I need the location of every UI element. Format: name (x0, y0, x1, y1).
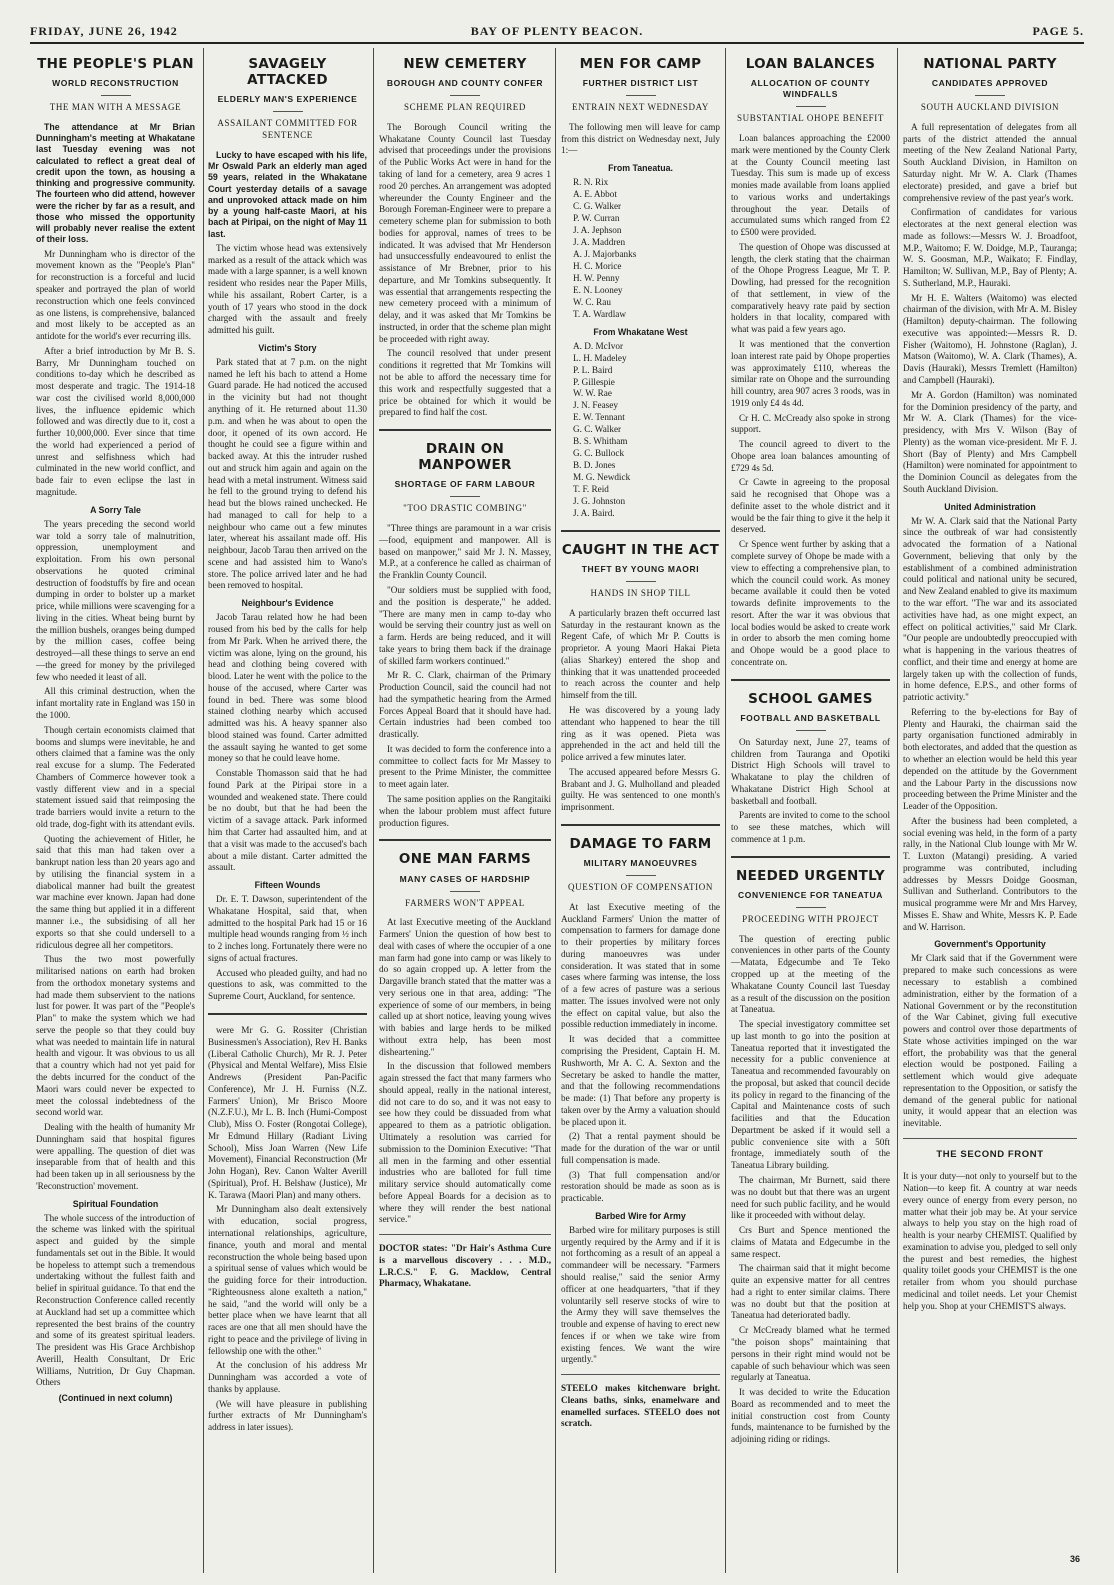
paragraph: Cr Cawte in agreeing to the proposal said he recognised that Ohope was a definite asset to the whole district and it would be the fair thing to give it the help it deserved. (731, 477, 890, 535)
section-heading: United Administration (944, 501, 1036, 512)
headline: THE PEOPLE'S PLAN (37, 56, 194, 72)
list-item: J. N. Feasey (573, 400, 618, 411)
subheadline: QUESTION OF COMPENSATION (568, 882, 713, 893)
paragraph: The council resolved that under present conditions it regretted that Mr Tomkins will not be able to afford the necessary time for this work and respectfully suggested that a price be obtained for which it would be prepared to find half the cost. (379, 348, 551, 418)
paragraph: It was decided that a committee comprising the President, Captain H. M. Rushworth, Mr A. C. A. Sexton and the Secretary be asked to handle the matter, and that the following recommendations be made: (1) That before any property is taken over by the Army a valuation should be placed upon it. (561, 1034, 720, 1127)
section-heading: Fifteen Wounds (254, 880, 321, 891)
paragraph: It was decided to form the conference into a committee to collect facts for Mr Massey to present to the Prime Minister, the committee to meet again later. (379, 743, 551, 790)
list-item: J. A. Maddren (573, 236, 626, 247)
divider (450, 496, 480, 497)
divider (561, 1374, 720, 1375)
subheadline: ELDERLY MAN'S EXPERIENCE (217, 94, 358, 105)
lead-paragraph: The attendance at Mr Brian Dunningham's meeting at Whakatane last Tuesday evening was not calculated to reflect a great deal of credit upon the town, as housing a thinking and progressive community. The fourteen who did attend, however were the richer by far as a result, and those who missed the opportunity will probably never realise the extent of their loss. (36, 121, 195, 245)
headline: NATIONAL PARTY (923, 56, 1057, 72)
paragraph: It was decided to write the Education Board as recommended and to meet the initial construction cost from County funds, maintenance to be furnished by the adjoining riding or ridings. (731, 1387, 890, 1445)
list-item: T. F. Reid (573, 484, 609, 495)
paragraph: On Saturday next, June 27, teams of children from Tauranga and Opotiki District High Schools will travel to Whakatane to play the children of Whakatane District High School at basketball and football. (731, 736, 890, 806)
divider (626, 875, 656, 876)
divider (450, 891, 480, 892)
list-item: W. C. Rau (573, 296, 611, 307)
subheadline: MANY CASES OF HARDSHIP (399, 873, 531, 884)
paragraph: Mr A. Gordon (Hamilton) was nominated for the Dominion presidency of the party, and Mr W. A. Clark (Thames) for the vice-presidency, with Mrs V. Wilson (Bay of Plenty) as the woman vice-president. Mr F. J. Short (Bay of Plenty) and Mrs Campbell (Hamilton) were nominated for appointment to the Dominion Council as delegates from the South Auckland Division. (903, 389, 1077, 494)
paragraph: Park stated that at 7 p.m. on the night named he left his bach to attend a Home Guard parade. He had noticed the accused in the vicinity but had not thought anything of it. He returned about 11.30 p.m. and when he was about to open the door, it opened of its own accord. He thought he could see a figure within and backed away. At this the intruder rushed out and struck him again and again on the head with a metal instrument. Witness said he fell to the ground trying to defend his head but the blows rained unchecked. He had managed to call for help to a neighbour who came out a few minutes later, whereat his assailant made off. His neighbour, Jacob Tarau then arrived on the scene and had assisted him to Wano's store. The police arrived later and he had been removed to hospital. (208, 356, 367, 591)
headline: NEW CEMETERY (403, 56, 527, 72)
headline: SAVAGELY ATTACKED (247, 56, 328, 89)
column-national-party (901, 48, 1079, 1576)
paragraph: At last Executive meeting of the Auckland Farmers' Union the question of how best to deal with cases of where the occupier of a one man farm had gone into camp or was likely to do so again cropped up. A letter from the Dargaville branch stated that the matter was a very serious one in that area, adding: "The experience of some of our members, in being called up at short notice, leaving young wives with babies and large herds to be milked without extra help, has been most disheartening." (379, 917, 551, 1057)
paragraph: "Three things are paramount in a war crisis—food, equipment and manpower. All is based on manpower," said Mr J. N. Massey, M.P., at a conference he called as chairman of the Franklin County Council. (379, 523, 551, 581)
headline: MEN FOR CAMP (579, 56, 702, 72)
paragraph: Accused who pleaded guilty, and had no questions to ask, was committed to the Supreme Court, Auckland, for sentence. (208, 967, 367, 1002)
paragraph: At last Executive meeting of the Auckland Farmers' Union the matter of compensation to farmers for damage done to their properties by military forces during manoeuvres was under consideration. It was stated that in some cases where farming was intense, the loss of a few acres of pasture was a serious matter. The issues involved were not only the effect on capital value, but also the possible reduction immediately in income. (561, 901, 720, 1030)
subheadline: SUBSTANTIAL OHOPE BENEFIT (737, 113, 884, 124)
list-item: P. Gillespie (573, 376, 615, 387)
divider (379, 839, 551, 841)
list-item: A. D. McIvor (573, 340, 624, 351)
list-item: B. S. Whitham (573, 436, 628, 447)
paragraph: The same position applies on the Rangitaiki when the labour problem must affect future production figures. (379, 794, 551, 828)
ad-text: DOCTOR states: "Dr Hair's Asthma Cure is a marvellous discovery . . . M.D., L.R.C.S." F. G. Macklow, Central Pharmacy, Whakatane. (379, 1243, 551, 1289)
divider (731, 679, 890, 681)
headline: CAUGHT IN THE ACT (561, 541, 720, 558)
paragraph: After the business had been completed, a social evening was held, in the form of a party rally, in the National Club lounge with Mr W. T. Luxton (Matangi) presiding. A varied programme was contributed, including addresses by Messrs Doidge Goosman, Sullivan and Sutherland. Contributors to the musical programme were Mr and Mrs Harvey, Misses E. Shaw and White, Messrs K. P. Eade and W. Harrison. (903, 815, 1077, 932)
paragraph: The question of erecting public conveniences in other parts of the County—Matata, Edgecumbe and Te Teko cropped up at the meeting of the Whakatane County Council last Tuesday as a result of the discussion on the position at Taneatua. (731, 933, 890, 1015)
divider (796, 106, 826, 107)
section-heading: Government's Opportunity (934, 939, 1046, 950)
column-new-cemetery (377, 48, 553, 1576)
divider (561, 824, 720, 826)
divider (208, 1013, 367, 1015)
paragraph: He was discovered by a young lady attendant who happened to hear the till ring as it was opened. Pieta was apprehended in the act and held till the police arrived a few minutes later. (561, 705, 720, 763)
paragraph: Barbed wire for military purposes is still urgently required by the Army and if it is not forthcoming as a result of an appeal a commandeer will be necessary. "Farmers should realise," said the senior Army officer at one headquarters, "that if they voluntarily sell reserve stocks of wire to the Army they will save themselves the trouble and expense of having to erect new fences if or when we take wire from existing fences. We want the wire urgently." (561, 1224, 720, 1365)
masthead (30, 22, 1084, 44)
column-peoples-plan (34, 48, 197, 1576)
paragraph: At the conclusion of his address Mr Dunningham was accorded a vote of thanks by applause. (208, 1360, 367, 1394)
paragraph: (3) That full compensation and/or restoration should be made as soon as is practicable. (561, 1169, 720, 1204)
paragraph: Mr Dunningham who is director of the movement known as the "People's Plan" for reconstruction is a forceful and lucid speaker and portrayed the plan of world reconstruction which one feels convinced as one listens, is comprehensive, balanced and most likely to be accepted as an antidote for the world's ever recurring ills. (36, 248, 195, 342)
list-item: T. A. Wardlaw (573, 308, 627, 319)
list-item: W. W. Rae (573, 388, 612, 399)
page-number: PAGE 5. (1032, 24, 1084, 38)
paragraph: It was mentioned that the convertion loan interest rate paid by Ohope properties was approximately £110, whereas the similar rate on Ohope and the surrounding hill country, area 907 acres 3 roods, was in 1919 only £4 4s 4d. (731, 338, 890, 408)
subheadline: "TOO DRASTIC COMBING" (403, 503, 527, 514)
paragraph: The accused appeared before Messrs G. Brabant and J. G. Mulholland and pleaded guilty. He was sentenced to one month's imprisonment. (561, 766, 720, 813)
list-item: J. G. Johnston (573, 496, 626, 507)
headline: NEEDED URGENTLY (735, 867, 886, 884)
column-men-for-camp (559, 48, 722, 1576)
advertisement (379, 1243, 551, 1290)
subheadline: WORLD RECONSTRUCTION (52, 78, 179, 89)
paragraph: The Borough Council writing the Whakatane County Council last Tuesday advised that proceedings under the provisions of the Public Works Act were in hand for the taking of land for a cemetery, area 9 acres 1 rood 20 perches. An arrangement was adopted whereunder the County Engineer and the Borough Foreman-Engineer were to prepare a cemetery scheme plan for submission to both bodies for approval, names of trees to be indicated. It was advised that Mr Henderson had unsuccessfully endeavoured to enlist the assistance of Mr Brebner, prior to his departure, and Mr Tomkins subsequently. It was essential that arrangements respecting the new cemetery proceed with a minimum of delay, and it was asked that Mr Tomkins be instructed, in order that the scheme plan might be proceeded with right away. (379, 121, 551, 344)
name-list-taneatua (573, 177, 720, 320)
subheadline: THEFT BY YOUNG MAORI (581, 564, 700, 575)
divider (101, 95, 131, 96)
column-divider (725, 48, 726, 1573)
list-item: P. L. Baird (573, 364, 613, 375)
list-item: G. C. Bullock (573, 448, 625, 459)
list-item: M. G. Newdick (573, 472, 631, 483)
paragraph: Loan balances approaching the £2000 mark were mentioned by the County Clerk at the County Council meeting last Tuesday. This sum is made up of excess monies made available from loans applied to various works and undertakings throughout the year. Details of accumulated sums which ranged from £2 to £500 were provided. (731, 132, 890, 238)
lead-paragraph: Lucky to have escaped with his life, Mr Oswald Park an elderly man aged 59 years, related in the Whakatane Court yesterday details of a savage and unprovoked attack made on him by a young half-caste Maori, at his bach at Piripai, on the night of May 11 last. (208, 149, 367, 239)
paragraph: Mr R. C. Clark, chairman of the Primary Production Council, said the council had not had the sympathetic hearing from the Armed Forces Appeal Board that it should have had. Certain industries had been combed too drastically. (379, 670, 551, 740)
column-loan-balances (729, 48, 892, 1576)
paragraph: Dr. E. T. Dawson, superintendent of the Whakatane Hospital, said that, when admitted to the hospital Park had 15 or 16 multiple head wounds ranging from ½ inch to 2 inches long. Fortunately there were no signs of actual fractures. (208, 894, 367, 963)
section-heading: From Taneatua. (608, 163, 673, 174)
paragraph: The following men will leave for camp from this district on Wednesday next, July 1:— (561, 121, 720, 156)
column-divider (897, 48, 898, 1573)
subheadline: SHORTAGE OF FARM LABOUR (394, 479, 536, 490)
section-heading: Spiritual Foundation (72, 1198, 159, 1209)
paragraph: The council agreed to divert to the Ohope area loan balances amounting of £729 4s 5d. (731, 439, 890, 473)
subheadline: SOUTH AUCKLAND DIVISION (920, 102, 1060, 113)
list-item: C. G. Walker (573, 201, 622, 212)
paragraph: The years preceding the second world war told a sorry tale of malnutrition, oppression, unemployment and exploitation. From his own personal observations he quoted criminal destruction of foodstuffs by fire and ocean dumping in order to bolster up a market price, while millions were scavenging for a living in the cities. Wheat being burnt by the million bushels, oranges being dumped by the million cases, coffee being destroyed—all these things to serve an end—the greed for money by the privileged few who needed it least of all. (36, 518, 195, 682)
list-item: L. H. Madeley (573, 352, 627, 363)
paragraph: Confirmation of candidates for various electorates at the next general election was made as follows:—Messrs W. J. Broadfoot, M.P., Waitomo; F. W. Doidge, M.P., Tauranga; W. S. Goosman, M.P., Waikato; F. Findlay, Hamilton; W. Sullivan, M.P., Bay of Plenty; A. S. Sutherland, M.P., Hauraki. (903, 207, 1077, 288)
divider (450, 95, 480, 96)
paragraph: (2) That a rental payment should be made for the duration of the war or until full compensation is made. (561, 1131, 720, 1165)
divider (796, 730, 826, 731)
list-item: B. D. Jones (573, 460, 616, 471)
list-item: A. E. Abbot (573, 189, 617, 200)
divider (379, 1234, 551, 1235)
divider (561, 530, 720, 532)
issue-date: FRIDAY, JUNE 26, 1942 (30, 24, 178, 38)
list-item: E. N. Looney (573, 284, 623, 295)
paragraph: In the discussion that followed members again stressed the fact that many farmers who should appeal, really in the national interest, did not care to do so, and it was not easy to see how they could be dissuaded from what appeared to them as a patriotic obligation. Ultimately a resolution was carried for submission to the Dominion Executive: "That all men in the farming and other essential industries who are balloted for full time military service should automatically come before Appeal Boards for a decision as to where they will render the best national service." (379, 1061, 551, 1225)
subheadline: FURTHER DISTRICT LIST (582, 78, 699, 89)
list-item: E. W. Tennant (573, 412, 625, 423)
paragraph: The chairman said that it might become quite an expensive matter for all centres had a right to enter similar claims. There was no doubt but that the position at Taneatua had deteriorated badly. (731, 1263, 890, 1321)
paragraph: were Mr G. G. Rossiter (Christian Businessmen's Association), Rev H. Banks (Liberal Catholic Church), Mr R. J. Peter (Physical and Mental Welfare), Miss Elsie Andrews (President Pan-Pacific Conference), Mr J. H. Furniss (N.Z. Farmers' Union), Mr Brisco Moore (N.Z.F.U.), Mr L. B. Inch (Humi-Compost Club), Miss O. Foster (Rongotai College), Mr Edmund Hillary (Radiant Living School), Miss Joan Warren (New Life Movement), Financial Reconstruction (Mr John Hogan), Rev. Canon Walter Averill (Spiritual), Prof. H. Belshaw (Justice), Mr K. Tarawa (Maori Plan) and many others. (208, 1024, 367, 1200)
paragraph: The special investigatory committee set up last month to go into the position at Taneatua reported that it investigated the necessity for a public convenience at Taneatua and recommended favourably on the proposal, but asked that council decide its policy in regard to the financing of the Capital and Maintenance costs of such facilities and that the Education Department be asked if it would sell a public convenience site with a 50ft frontage, immediately south of the Taneatua Library building. (731, 1019, 890, 1171)
name-list-whakatane-west (573, 341, 720, 520)
headline: DRAIN ON MANPOWER (418, 441, 512, 474)
ad-text: STEELO makes kitchenware bright. Cleans baths, sinks, enamelware and enamelled surfaces. STEELO does not scratch. (561, 1383, 720, 1429)
section-heading: Neighbour's Evidence (241, 598, 334, 609)
subheadline: SCHEME PLAN REQUIRED (403, 102, 526, 113)
headline: DAMAGE TO FARM (569, 835, 712, 852)
subheadline: PROCEEDING WITH PROJECT (742, 914, 879, 925)
paragraph: Mr Dunningham also dealt extensively with education, social progress, international relationships, agriculture, finance, youth and moral and mental reconstruction the whole being based upon a spiritual sense of values which would be the guiding force for their introduction. "Righteousness alone exalteth a nation," he said, "and the world will only be a better place when we have learnt that all races are one that all men should have the right to peace and the privilege of living in fellowship one with the other." (208, 1204, 367, 1356)
headline: ONE MAN FARMS (398, 851, 532, 868)
subheadline: FOOTBALL AND BASKETBALL (740, 712, 881, 723)
paragraph: The whole success of the introduction of the scheme was linked with the spiritual aspect and guided by the simple fundamentals set out in the Bible. It would be hopeless to attempt such a tremendous undertaking without the fullest faith and belief in spiritual guidance. To that end the Reconstruction Conference called recently at Auckland had set up a committee which represented the best brains of the country and some of its greatest spiritual leaders. The president was His Grace Archbishop Averill, Health Consultant, Dr Eric Williams, Nutrition, Dr Guy Chapman. Others (36, 1212, 195, 1388)
paragraph: All this criminal destruction, when the infant mortality rate in England was 150 in the 1000. (36, 686, 195, 720)
list-item: G. C. Walker (573, 424, 622, 435)
list-item: A. J. Majorbanks (573, 248, 637, 259)
paragraph: Cr McCready blamed what he termed "the poison shops" maintaining that persons in their right mind would not be capable of such behaviour which was seen regularly at Taneatua. (731, 1325, 890, 1383)
column-savagely-attacked (206, 48, 369, 1576)
paragraph: A particularly brazen theft occurred last Saturday in the restaurant known as the Regent Cafe, of which Mr P. Coutts is proprietor. A young Maori Hakai Pieta (alias Sharkey) entered the shop and thinking that it was unattended proceeded to reach across the counter and help himself from the till. (561, 607, 720, 701)
ad-heading: THE SECOND FRONT (936, 1148, 1044, 1160)
paragraph: Parents are invited to come to the school to see these matches, which will commence at 1 p.m. (731, 810, 890, 845)
headline: SCHOOL GAMES (748, 690, 873, 707)
divider (903, 1138, 1077, 1139)
subheadline: CONVENIENCE FOR TANEATUA (738, 889, 883, 900)
paragraph: The chairman, Mr Burnett, said there was no doubt but that there was an urgent need for such public facility, and he would like it proceeded with without delay. (731, 1175, 890, 1221)
paragraph: The victim whose head was extensively marked as a result of the attack which was made with a large spanner, is a well known resident who resides near the Paper Mills, while his assailant, Robert Carter, is a youth of 17 years who stood in the dock charged with the assault and freely admitted his guilt. (208, 242, 367, 336)
subheadline: FARMERS WON'T APPEAL (405, 897, 525, 908)
divider (379, 429, 551, 431)
divider (626, 581, 656, 582)
paragraph: Cr H. C. McCready also spoke in strong support. (731, 412, 890, 435)
subheadline: THE MAN WITH A MESSAGE (49, 102, 182, 113)
paragraph: Referring to the by-elections for Bay of Plenty and Hauraki, the chairman said the party organisation functioned admirably in both electorates, and added that the question as to whether an election would be held this year depended on the attitude by the Government and the Labour Party in the discussions now proceeding between the Prime Minister and the Leader of the Opposition. (903, 706, 1077, 812)
advertisement (561, 1383, 720, 1430)
paragraph: "Our soldiers must be supplied with food, and the position is desperate," he added. "There are many men in camp to-day who would be serving their country just as well on a farm. Herds are being reduced, and it will take years to bring them back if the drainage of skilled farm workers continued." (379, 585, 551, 666)
paragraph: Mr H. E. Walters (Waitomo) was elected chairman of the division, with Mr A. M. Bisley (Hamilton) deputy-chairman. The following executive was appointed:—Messrs R. D. Fisher (Waitomo), H. Johnstone (Raglan), J. Matson (Waitomo), W. A. Clark (Thames), A. Davis (Hauraki), Messrs Tremlett (Hamilton) and Campbell (Hauraki). (903, 292, 1077, 385)
paragraph: The question of Ohope was discussed at length, the clerk stating that the chairman of the Ohope Progress League, Mr T. P. Dowling, had pressed for the recognition of that settlement, in view of the comparatively heavy rate paid by section holders in that locality, compared with what was paid a few years ago. (731, 241, 890, 335)
advertisement (903, 1171, 1077, 1312)
column-divider (555, 48, 556, 1573)
subheadline: ALLOCATION OF COUNTY WINDFALLS (750, 78, 871, 100)
subheadline: ASSAILANT COMMITTED FOR SENTENCE (217, 118, 358, 141)
subheadline: CANDIDATES APPROVED (931, 78, 1049, 89)
paragraph: Constable Thomasson said that he had found Park at the Piripai store in a wounded and weakened state. There could be no doubt, but that he had been the victim of a savage attack. Park informed him that Carter had assaulted him, and at that a visit was made to the accused's bach about a mile distant. Carter admitted the assault. (208, 768, 367, 873)
list-item: J. A. Jephson (573, 225, 622, 236)
paragraph: A full representation of delegates from all parts of the district attended the annual meeting of the New Zealand National Party, South Auckland Division, in Hamilton on Saturday night. Mr W. A. Clark (Thames electorate) presided, and gave a brief but comprehensive review of the past year's work. (903, 121, 1077, 203)
paragraph: Mr W. A. Clark said that the National Party since the outbreak of war had consistently advocated the formation of a National Government, believing that only by the establishment of a combined administration could political and national unity be secured, and New Zealand enabled to give its maximum to the war effort. "The war and its associated activities have had, as one might expect, an effect on political activities," said Mr Clark. "Our people are undoubtedly preoccupied with what is happening in the various theatres of conflict, and their time and energy at home are largely taken up with the collection of funds, in home defence, E.P.S., and other forms of patriotic activity." (903, 515, 1077, 703)
section-heading: Barbed Wire for Army (595, 1210, 686, 1221)
list-item: P. W. Curran (573, 213, 620, 224)
paragraph: Mr Clark said that if the Government were prepared to make such concessions as were necessary to establish a combined administration, either by the formation of a National Government or by the reconstitution of the War Cabinet, giving full executive powers and control over those departments of State whose activities impinged on the war effort, the probability was that the general election would be postponed. Failing a settlement which would give adequate representation to the Opposition, or satisfy the demand of the general public for national unity, it would appear that an election was inevitable. (903, 953, 1077, 1129)
section-heading: Victim's Story (258, 342, 317, 353)
paragraph: Though certain economists claimed that booms and slumps were inevitable, he and others claimed that a famine was the only real excuse for a slump. The Federated Chambers of Commerce however took a vastly different view and in a special statement issued said that reimposing the trade barriers would invite a return to the old trade, dog-fight with its attendant evils. (36, 724, 195, 829)
list-item: J. A. Baird. (573, 508, 615, 518)
headline: LOAN BALANCES (745, 56, 876, 72)
paragraph: (We will have pleasure in publishing further extracts of Mr Dunningham's address in later issues). (208, 1398, 367, 1433)
subheadline: ENTRAIN NEXT WEDNESDAY (571, 102, 710, 113)
section-heading: From Whakatane West (593, 326, 688, 337)
paper-title: BAY OF PLENTY BEACON. (470, 24, 644, 38)
subheadline: MILITARY MANOEUVRES (583, 858, 698, 869)
paragraph: Dealing with the health of humanity Mr Dunningham said that hospital figures were appalling. The question of diet was inseparable from that of health and this had been taken up in all seriousness by the 'Reconstruction' movement. (36, 1122, 195, 1191)
subheadline: BOROUGH AND COUNTY CONFER (386, 78, 544, 89)
ad-text: It is your duty—not only to yourself but to the Nation—to keep fit. A country at war needs every ounce of energy from every person, no matter what their job may be. At your service always to help you stay on the high road of health is your nearby CHEMIST. Qualified by examination to advise you, pledged to sell only the purest and best remedies, the highest quality toilet goods your CHEMIST is the one retailer from whom you should purchase medicinal and toilet needs. Let your Chemist help you. Shop at your CHEMIST'S always. (903, 1171, 1077, 1311)
list-item: R. N. Rix (573, 177, 609, 188)
paragraph: Cr Spence went further by asking that a complete survey of Ohope be made with a view to effecting a comprehensive plan, to which the council could work. As money became available it could then be voted towards definite improvements to the resort. After the war it was obvious that local bodies would be asked to create work in order to absorb the men coming home and Ohope would be a good place to concentrate on. (731, 539, 890, 667)
paragraph: After a brief introduction by Mr B. S. Barry, Mr Dunningham touched on conditions to-day which he described as most desperate and tragic. The 1914-18 war cost the civilised world 8,000,000 lives, the influence epidemic which followed and was directly due to it, cost a further 10,000,000. Ever since that time the world had experienced a period of unrest and selfishness which had culminated in the new world conflict, and bade fair to even eclipse the last in magnitude. (36, 345, 195, 497)
list-item: H. W. Penny (573, 272, 620, 283)
subheadline: HANDS IN SHOP TILL (590, 588, 691, 599)
divider (731, 856, 890, 858)
column-divider (203, 48, 204, 1573)
list-item: H. C. Morice (573, 260, 622, 271)
paragraph: Thus the two most powerfully militarised nations on earth had broken from the orthodox monetary systems and had made them subservient to the nations lust for power. It was part of the "People's Plan" to make the system which we had serve the people so that they could buy what was needed to maintain life in natural health and vigour. It was obvious to us all that a country which had not yet paid for the debts incurred for the conduct of the Maori wars could never be expected to meet the colossal indebtedness of the second world war. (36, 954, 195, 1118)
divider (273, 111, 303, 112)
ad-reference-number: 36 (1070, 1554, 1081, 1564)
section-heading: A Sorry Tale (90, 504, 141, 515)
paragraph: Quoting the achievement of Hitler, he said that this man had taken over a bankrupt nation less than 20 years ago and by utilising the financial system in a diabolical manner had built the greatest war machine ever known. Japan had done the same thing but applied it in a different manner i.e., the subsidising of all her exports so that she could undersell to a ridiculous degree all her competitors. (36, 833, 195, 950)
continued-note: (Continued in next column) (58, 1393, 173, 1404)
column-divider (373, 48, 374, 1573)
divider (975, 95, 1005, 96)
divider (626, 95, 656, 96)
divider (796, 907, 826, 908)
paragraph: Jacob Tarau related how he had been roused from his bed by the calls for help from Mr Park. When he arrived there, the victim was alone, lying on the ground, his head and clothing being covered with blood. Later he went with the police to the house of the accused, where Carter was found in bed. There was some blood stained clothing nearby which accused admitted was his. A heavy spanner also blood stained was found. Carter admitted the assault saying he wanted to get some money so that he could leave home. (208, 612, 367, 764)
paragraph: Crs Burt and Spence mentioned the claims of Matata and Edgecumbe in the same respect. (731, 1225, 890, 1259)
